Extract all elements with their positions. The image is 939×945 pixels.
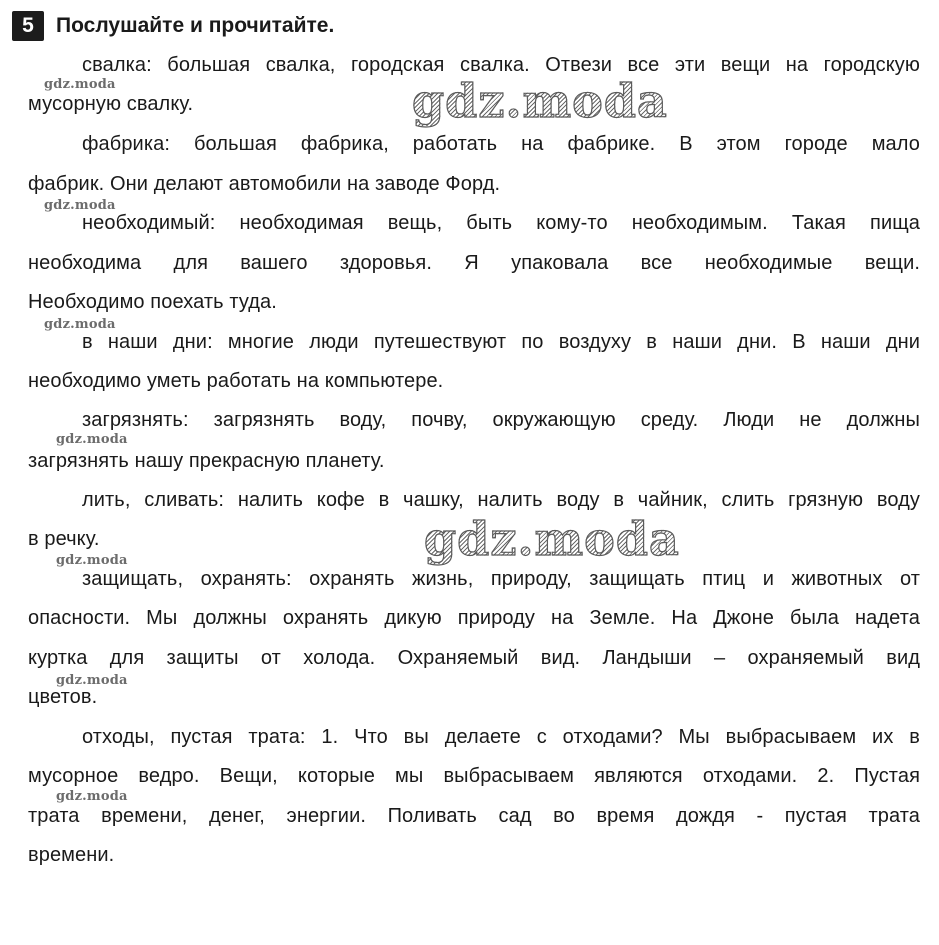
paragraph-8-line-1: отходы, пустая трата: 1. Что вы делаете с отходами? Мы выбрасываем их в: [82, 726, 920, 748]
paragraph-4-line-1: в наши дни: многие люди путешествуют по воздуху в наши дни. В наши дни: [82, 331, 920, 353]
paragraph-7-line-4: цветов.: [28, 686, 98, 708]
paragraph-5-line-2: загрязнять нашу прекрасную планету.: [28, 450, 385, 472]
paragraph-6-line-1: лить, сливать: налить кофе в чашку, налить воду в чайник, слить грязную воду: [82, 489, 920, 511]
paragraph-8-line-3: трата времени, денег, энергии. Поливать сад во время дождя - пустая трата: [28, 805, 920, 827]
paragraph-2-line-2: фабрик. Они делают автомобили на заводе Форд.: [28, 173, 501, 195]
exercise-number-badge: 5: [12, 11, 44, 41]
watermark-small-6: gdz.moda: [56, 673, 128, 688]
watermark-small-5: gdz.moda: [56, 553, 128, 568]
paragraph-3-line-1: необходимый: необходимая вещь, быть кому-то необходимым. Такая пища: [82, 212, 920, 234]
paragraph-7-line-1: защищать, охранять: охранять жизнь, природу, защищать птиц и животных от: [82, 568, 920, 590]
paragraph-1-line-1: свалка: большая свалка, городская свалка. Отвези все эти вещи на городскую: [82, 54, 920, 76]
exercise-title: Послушайте и прочитайте.: [56, 14, 335, 37]
exercise-header: [12, 11, 334, 41]
watermark-big-1: gdz.moda: [412, 74, 668, 128]
watermark-small-1: gdz.moda: [44, 77, 116, 92]
paragraph-6-line-2: в речку.: [28, 528, 100, 550]
watermark-small-3: gdz.moda: [44, 317, 116, 332]
paragraph-5-line-1: загрязнять: загрязнять воду, почву, окружающую среду. Люди не должны: [82, 409, 920, 431]
watermark-small-2: gdz.moda: [44, 198, 116, 213]
paragraph-2-line-1: фабрика: большая фабрика, работать на фабрике. В этом городе мало: [82, 133, 920, 155]
watermark-small-7: gdz.moda: [56, 789, 128, 804]
paragraph-3-line-2: необходима для вашего здоровья. Я упаковала все необходимые вещи.: [28, 252, 920, 274]
paragraph-7-line-3: куртка для защиты от холода. Охраняемый вид. Ландыши – охраняемый вид: [28, 647, 920, 669]
watermark-small-4: gdz.moda: [56, 432, 128, 447]
paragraph-1-line-2: мусорную свалку.: [28, 93, 194, 115]
watermark-big-2: gdz.moda: [424, 512, 680, 566]
paragraph-7-line-2: опасности. Мы должны охранять дикую природу на Земле. На Джоне была надета: [28, 607, 920, 629]
paragraph-3-line-3: Необходимо поехать туда.: [28, 291, 277, 313]
paragraph-8-line-4: времени.: [28, 844, 115, 866]
paragraph-4-line-2: необходимо уметь работать на компьютере.: [28, 370, 444, 392]
paragraph-8-line-2: мусорное ведро. Вещи, которые мы выбрасываем являются отходами. 2. Пустая: [28, 765, 920, 787]
